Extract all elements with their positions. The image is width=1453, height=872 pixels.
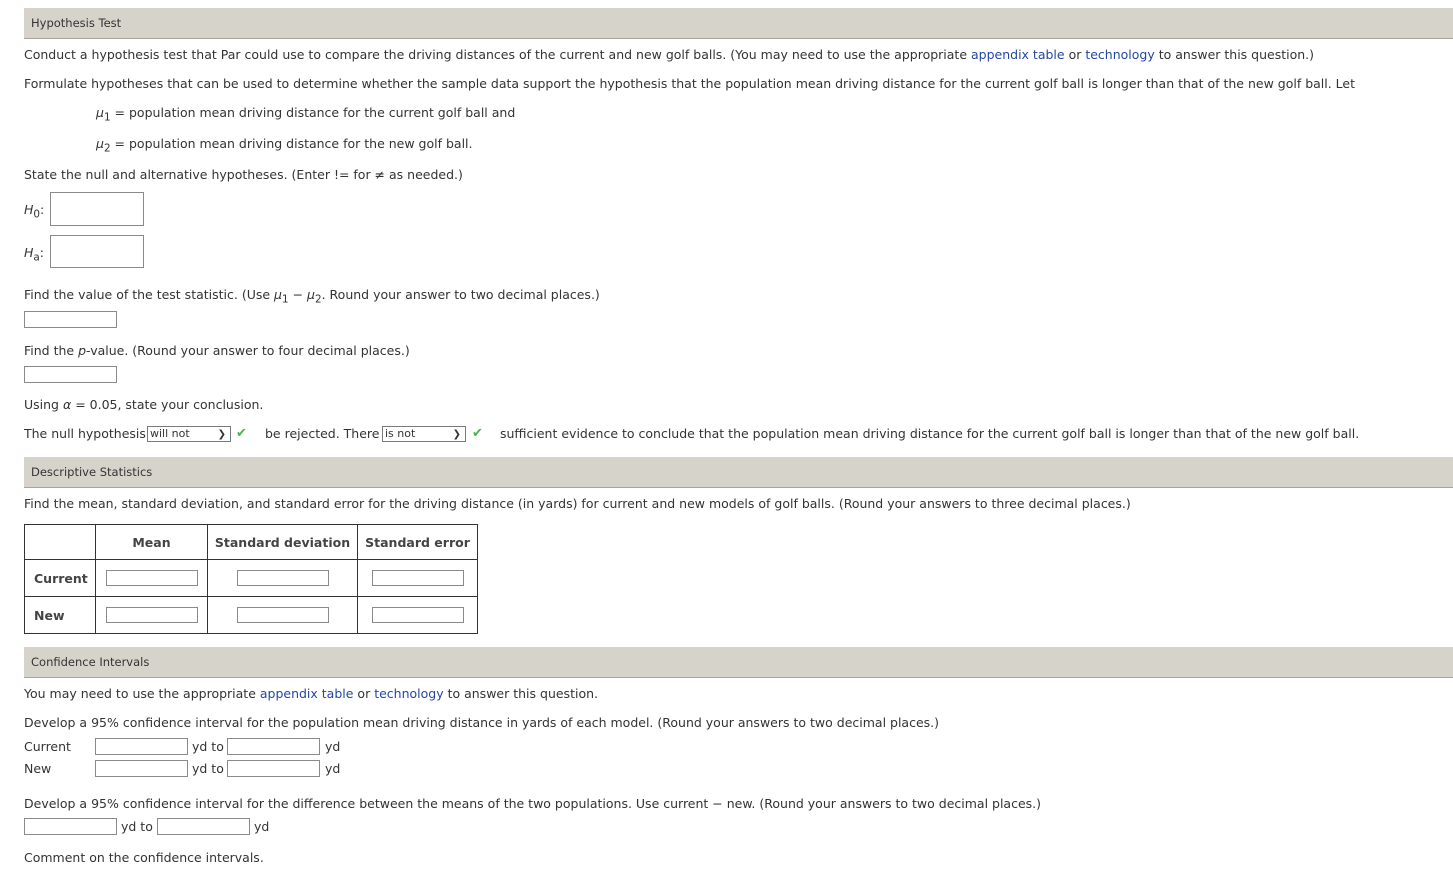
ha-label: $H_a$: xyxy=(24,245,45,264)
table-cell xyxy=(208,560,358,597)
h0-input[interactable] xyxy=(50,192,144,226)
ci-diff-lower-input[interactable] xyxy=(24,818,117,835)
conclusion-mid-text: be rejected. There xyxy=(265,426,380,441)
pvalue-text: Find the p-value. (Round your answer to four decimal places.) xyxy=(24,343,410,358)
ci-new-label: New xyxy=(24,761,52,776)
section-title: Hypothesis Test xyxy=(31,16,122,30)
table-row xyxy=(25,560,478,597)
unit-yd: yd xyxy=(325,739,341,754)
current-std-error-input[interactable] xyxy=(372,570,464,586)
column-header-standard-deviation: Standard deviation xyxy=(208,525,358,560)
unit-yd: yd xyxy=(325,761,341,776)
appendix-table-link[interactable]: appendix table xyxy=(971,47,1065,62)
current-mean-input[interactable] xyxy=(106,570,198,586)
column-header-standard-error: Standard error xyxy=(358,525,478,560)
current-std-dev-input[interactable] xyxy=(237,570,329,586)
section-header-confidence-intervals xyxy=(24,647,1453,678)
ci-new-upper-input[interactable] xyxy=(227,760,320,777)
conclusion-pre-text: The null hypothesis xyxy=(24,426,146,441)
mu1-definition: $\mu_1$ = population mean driving distance for the current golf ball and xyxy=(96,105,516,124)
state-hypotheses-text: State the null and alternative hypotheses. (Enter != for ≠ as needed.) xyxy=(24,167,463,182)
ci-current-label: Current xyxy=(24,739,71,754)
new-std-dev-input[interactable] xyxy=(237,607,329,623)
table-cell xyxy=(96,560,208,597)
row-header-new: New xyxy=(25,597,96,634)
chevron-down-icon: ❯ xyxy=(452,429,461,440)
technology-link[interactable]: technology xyxy=(374,686,444,701)
null-hypothesis-select[interactable]: will not ❯ xyxy=(147,426,231,442)
table-cell xyxy=(358,597,478,634)
table-row xyxy=(25,597,478,634)
h0-label: $H_0$: xyxy=(24,202,45,221)
chevron-down-icon: ❯ xyxy=(217,429,226,440)
descriptive-instruction: Find the mean, standard deviation, and standard error for the driving distance (in yards) for current and new models of golf balls. (Round your answers to three decimal places.) xyxy=(24,496,1131,511)
ci-intro-text: You may need to use the appropriate appendix table or technology to answer this question. xyxy=(24,686,598,701)
ci-diff-upper-input[interactable] xyxy=(157,818,250,835)
conclusion-post-text: sufficient evidence to conclude that the population mean driving distance for the current golf ball is longer than that of the new golf ball. xyxy=(500,426,1360,441)
alpha-text: Using α = 0.05, state your conclusion. xyxy=(24,397,264,412)
unit-yd-to: yd to xyxy=(121,819,153,834)
ci-current-lower-input[interactable] xyxy=(95,738,188,755)
ci-current-upper-input[interactable] xyxy=(227,738,320,755)
checkmark-icon: ✔ xyxy=(236,426,247,441)
table-cell xyxy=(96,597,208,634)
ha-input[interactable] xyxy=(50,235,144,268)
row-header-current: Current xyxy=(25,560,96,597)
unit-yd-to: yd to xyxy=(192,761,224,776)
formulate-text: Formulate hypotheses that can be used to determine whether the sample data support the hypothesis that the population mean driving distance for the current golf ball is longer than that of the new golf ball. Let xyxy=(24,76,1356,91)
section-header-hypothesis-test xyxy=(24,8,1453,39)
mu2-definition: $\mu_2$ = population mean driving distance for the new golf ball. xyxy=(96,136,473,155)
intro-text: Conduct a hypothesis test that Par could use to compare the driving distances of the current and new golf balls. (You may need to use the appropriate appendix table or technology to answer this question.) xyxy=(24,47,1315,62)
test-statistic-input[interactable] xyxy=(24,311,117,328)
column-header-mean: Mean xyxy=(96,525,208,560)
technology-link[interactable]: technology xyxy=(1085,47,1155,62)
table-header-row xyxy=(25,525,478,560)
descriptive-stats-table xyxy=(24,524,478,634)
unit-yd: yd xyxy=(254,819,270,834)
section-title: Confidence Intervals xyxy=(31,655,150,669)
table-corner xyxy=(25,525,96,560)
ci-develop2-text: Develop a 95% confidence interval for the difference between the means of the two populations. Use current − new. (Round your answers to two decimal places.) xyxy=(24,796,1042,811)
pvalue-input[interactable] xyxy=(24,366,117,383)
unit-yd-to: yd to xyxy=(192,739,224,754)
new-std-error-input[interactable] xyxy=(372,607,464,623)
checkmark-icon: ✔ xyxy=(472,426,483,441)
table-cell xyxy=(358,560,478,597)
evidence-select[interactable]: is not ❯ xyxy=(382,426,466,442)
ci-comment-text: Comment on the confidence intervals. xyxy=(24,850,264,865)
test-statistic-text: Find the value of the test statistic. (Use $\mu_1 - \mu_2$. Round your answer to two decimal places.) xyxy=(24,287,600,306)
section-header-descriptive-statistics xyxy=(24,457,1453,488)
appendix-table-link[interactable]: appendix table xyxy=(259,686,354,701)
new-mean-input[interactable] xyxy=(106,607,198,623)
table-cell xyxy=(208,597,358,634)
section-title: Descriptive Statistics xyxy=(31,465,153,479)
ci-develop1-text: Develop a 95% confidence interval for the population mean driving distance in yards of each model. (Round your answers to two decimal places.) xyxy=(24,715,940,730)
ci-new-lower-input[interactable] xyxy=(95,760,188,777)
